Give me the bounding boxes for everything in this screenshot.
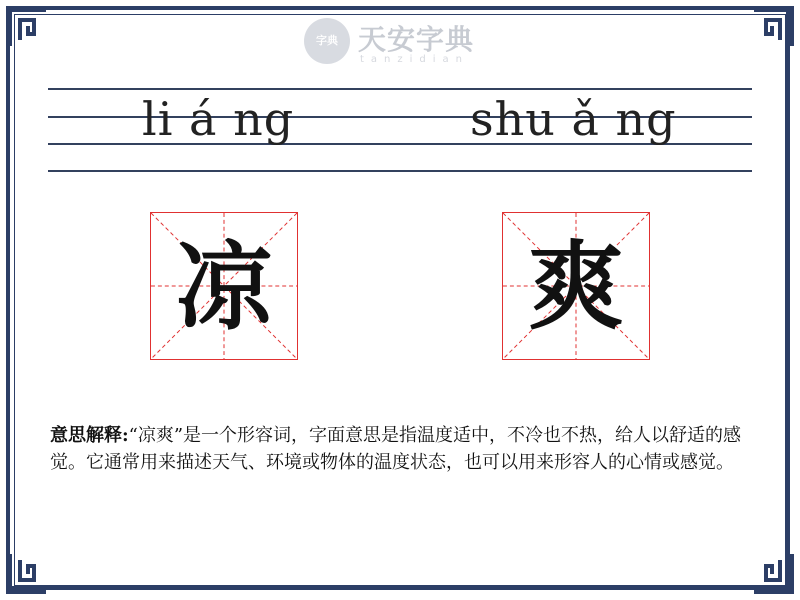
meaning-colon: : (122, 425, 129, 446)
character-shuang: 爽 (528, 230, 624, 343)
meaning-text: “凉爽”是一个形容词，字面意思是指温度适中，不冷也不热，给人以舒适的感觉。它通常用来描述天气、环境或物体的温度状态，也可以用来形容人的心情或感觉。 (50, 425, 742, 473)
corner-ornament-icon (754, 6, 794, 46)
pinyin-liang: li á ng (142, 92, 295, 146)
character-grid-box (150, 212, 298, 360)
pinyin-shuang: shu ǎ ng (470, 92, 677, 146)
corner-ornament-icon (6, 554, 46, 594)
corner-ornament-icon (754, 554, 794, 594)
character-grid-box (502, 212, 650, 360)
meaning-explanation (50, 422, 750, 476)
logo-name: 天安字典 (358, 23, 475, 56)
meaning-label: 意思解释 (50, 425, 122, 446)
site-logo (304, 16, 494, 68)
logo-seal-icon: 字典 (304, 18, 350, 64)
character-liang: 凉 (176, 230, 272, 343)
logo-subtitle: tanzidian (360, 54, 470, 65)
corner-ornament-icon (6, 6, 46, 46)
